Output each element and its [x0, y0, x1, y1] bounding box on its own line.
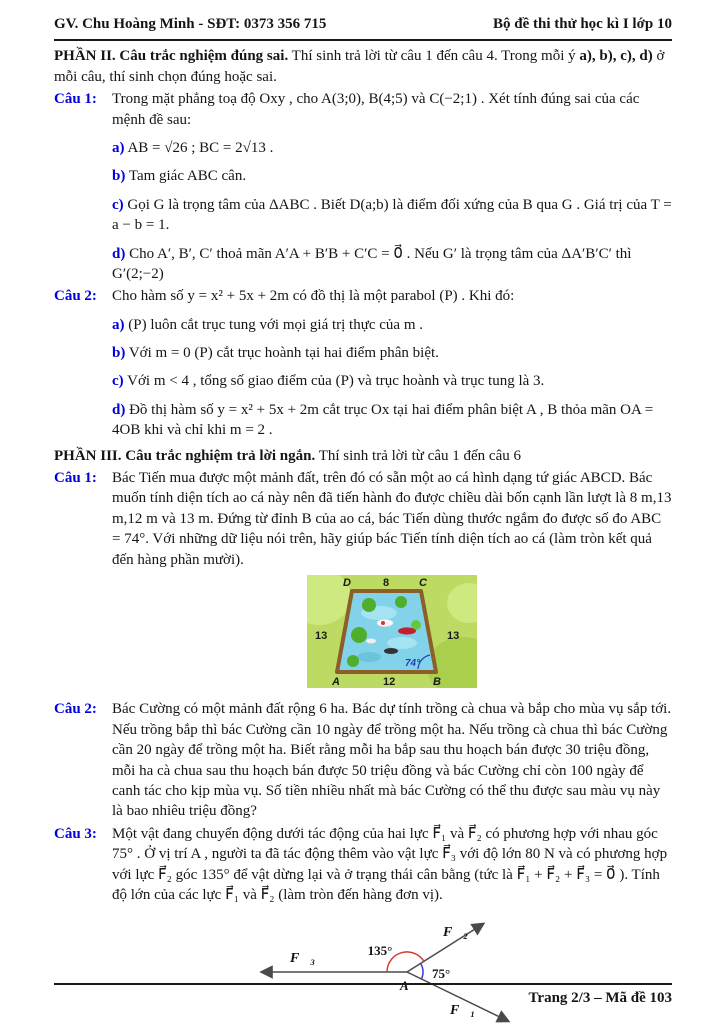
part2-q1-intro: Trong mặt phẳng toạ độ Oxy , cho A(3;0), B(4;5) và C(−2;1) . Xét tính đúng sai của các mệnh đề sau: [112, 91, 640, 128]
pond-side-bottom: 12 [383, 675, 396, 688]
item-c-label: c) [112, 373, 124, 390]
item-c-text: Với m < 4 , tổng số giao điểm của (P) và trục hoành và trục tung là 3. [127, 373, 545, 390]
part2-q2-item-b [112, 343, 672, 363]
part2-q2-item-c [112, 371, 672, 391]
part2-heading-text1: Thí sinh trả lời từ câu 1 đến câu 4. Trong mỗi ý [288, 48, 580, 65]
page-footer [54, 983, 672, 1008]
pond-side-right: 13 [447, 629, 460, 642]
item-a-label: a) [112, 316, 125, 333]
pond-diagram [307, 575, 477, 688]
part2-q1-item-a [112, 138, 672, 158]
part2-q1-item-c [112, 195, 672, 236]
part3-heading-text: Thí sinh trả lời từ câu 1 đến câu 6 [315, 447, 521, 464]
pond-vertex-c: C [419, 576, 427, 589]
pond-side-left: 13 [315, 629, 328, 642]
pond-side-top: 8 [383, 576, 390, 589]
force-f3-label: F⃗₃ [290, 951, 316, 967]
part3-question-1 [54, 468, 672, 697]
item-d-text: Cho A′, B′, C′ thoả mãn A′A + B′B + C′C = 0⃗ . Nếu G′ là trọng tâm của ΔA′B′C′ thì G′(2;−2) [112, 245, 632, 282]
exam-set-title: Bộ đề thi thử học kì I lớp 10 [492, 16, 672, 32]
pond-angle-label: 74° [405, 657, 421, 669]
teacher-info: GV. Chu Hoàng Minh - SĐT: 0373 356 715 [54, 16, 327, 32]
item-a-text: AB = √26 ; BC = 2√13 . [127, 139, 274, 156]
force-f2-label: F⃗₂ [443, 925, 469, 941]
part3-q2-text: Bác Cường có một mảnh đất rộng 6 ha. Bác dự tính trồng cà chua và bắp cho mùa vụ sắp tới. Nếu trồng bắp thì bác Cường cần 10 ngày để trồng một ha. Nếu trồng cà chua thì bác Cường cần 20 ngày để trồng một ha. Biết rằng mỗi ha bắp sau thu hoạch bán được 30 triệu đồng, mỗi ha cà chua sau thu hoạch bán được 50 triệu đồng và bác Cường chỉ còn 100 ngày để canh tác cho kịp mùa vụ. Số tiền nhiều nhất mà bác Cường có thể thu được sau màu vụ này là bao nhiêu triệu đồng? [112, 701, 672, 820]
part2-q2-label: Câu 2: [54, 288, 97, 305]
part3-q1-text: Bác Tiến mua được một mảnh đất, trên đó có sẵn một ao cá hình dạng tứ giác ABCD. Bác muốn tính diện tích ao cá này nên đã tiến hành đo được chiều dài bốn cạnh lần lượt là 8 m,13 m,12 m và 13 m. Đứng từ đỉnh B của ao cá, bác Tiến dùng thước ngắm đo được số đo ABC = 74°. Với những dữ liệu nói trên, hãy giúp bác Tiến tính diện tích ao cá (làm tròn kết quả đến hàng phần mười). [112, 470, 672, 568]
part3-q2-label: Câu 2: [54, 701, 97, 718]
item-c-text: Gọi G là trọng tâm của ΔABC . Biết D(a;b) là điểm đối xứng của B qua G . Giá trị của T = a − b = 1. [112, 196, 672, 234]
part2-q1-label: Câu 1: [54, 91, 97, 108]
item-b-text: Với m = 0 (P) cắt trục hoành tại hai điểm phân biệt. [128, 345, 439, 362]
force-f1-label: F⃗₁ [450, 1003, 476, 1019]
angle-135-arc [387, 952, 424, 972]
vertex-a-label: A [400, 978, 409, 994]
part2-q1-item-d [112, 244, 672, 285]
item-b-label: b) [112, 345, 126, 362]
item-a-text: (P) luôn cắt trục tung với mọi giá trị thực của m . [128, 316, 423, 333]
lily-pad [362, 598, 376, 612]
part2-q1-item-b [112, 166, 672, 186]
part2-q2-item-d [112, 400, 672, 441]
angle-135-label: 135° [367, 943, 393, 959]
part2-heading-text2: ở mỗi câu, thí sinh chọn đúng hoặc sai. [54, 48, 665, 85]
part2-heading [54, 46, 672, 87]
item-d-label: d) [112, 245, 126, 262]
pond-figure [112, 575, 672, 694]
item-a-label: a) [112, 139, 125, 156]
part3-heading [54, 446, 672, 466]
koi-fish-black [384, 648, 398, 654]
part3-question-2 [54, 699, 672, 821]
item-b-text: Tam giác ABC cân. [128, 168, 247, 185]
part3-q1-label: Câu 1: [54, 470, 97, 487]
part2-q2-item-a [112, 315, 672, 335]
part2-q2-intro: Cho hàm số y = x² + 5x + 2m có đồ thị là một parabol (P) . Khi đó: [112, 288, 515, 305]
item-d-text: Đồ thị hàm số y = x² + 5x + 2m cắt trục Ox tại hai điểm phân biệt A , B thỏa mãn OA = 4OB khi và chỉ khi m = 2 . [112, 401, 654, 439]
angle-75-arc [421, 964, 423, 980]
pond-vertex-a: A [332, 675, 340, 688]
angle-75-label: 75° [432, 966, 451, 982]
part3-q3-text: Một vật đang chuyển động dưới tác động của hai lực F⃗₁ và F⃗₂ có phương hợp với nhau góc 75° . Ở vị trí A , người ta đã tác động thêm vào vật lực F⃗₃ với độ lớn 80 N và có phương hợp với lực F⃗₂ góc 135° để vật dừng lại và ở trạng thái cân bằng (tức là F⃗₁ + F⃗₂ + F⃗₃ = 0⃗ ). Tính độ lớn của các lực F⃗₁ và F⃗₂ (làm tròn đến hàng đơn vị). [112, 825, 668, 903]
part2-question-2 [54, 286, 672, 440]
pond-vertex-d: D [343, 576, 351, 589]
part3-q3-label: Câu 3: [54, 825, 97, 842]
item-c-label: c) [112, 196, 124, 213]
part2-heading-bold: PHẦN II. Câu trắc nghiệm đúng sai. [54, 48, 289, 65]
koi-fish-red [398, 627, 416, 634]
part2-question-1 [54, 89, 672, 284]
pond-vertex-b: B [433, 675, 441, 688]
item-d-label: d) [112, 401, 126, 418]
page-header [54, 14, 672, 41]
page-number: Trang 2/3 – Mã đề 103 [528, 989, 672, 1006]
part3-heading-bold: PHẦN III. Câu trắc nghiệm trả lời ngắn. [54, 447, 316, 464]
part2-heading-bold2: a), b), c), d) [579, 48, 653, 65]
item-b-label: b) [112, 168, 126, 185]
